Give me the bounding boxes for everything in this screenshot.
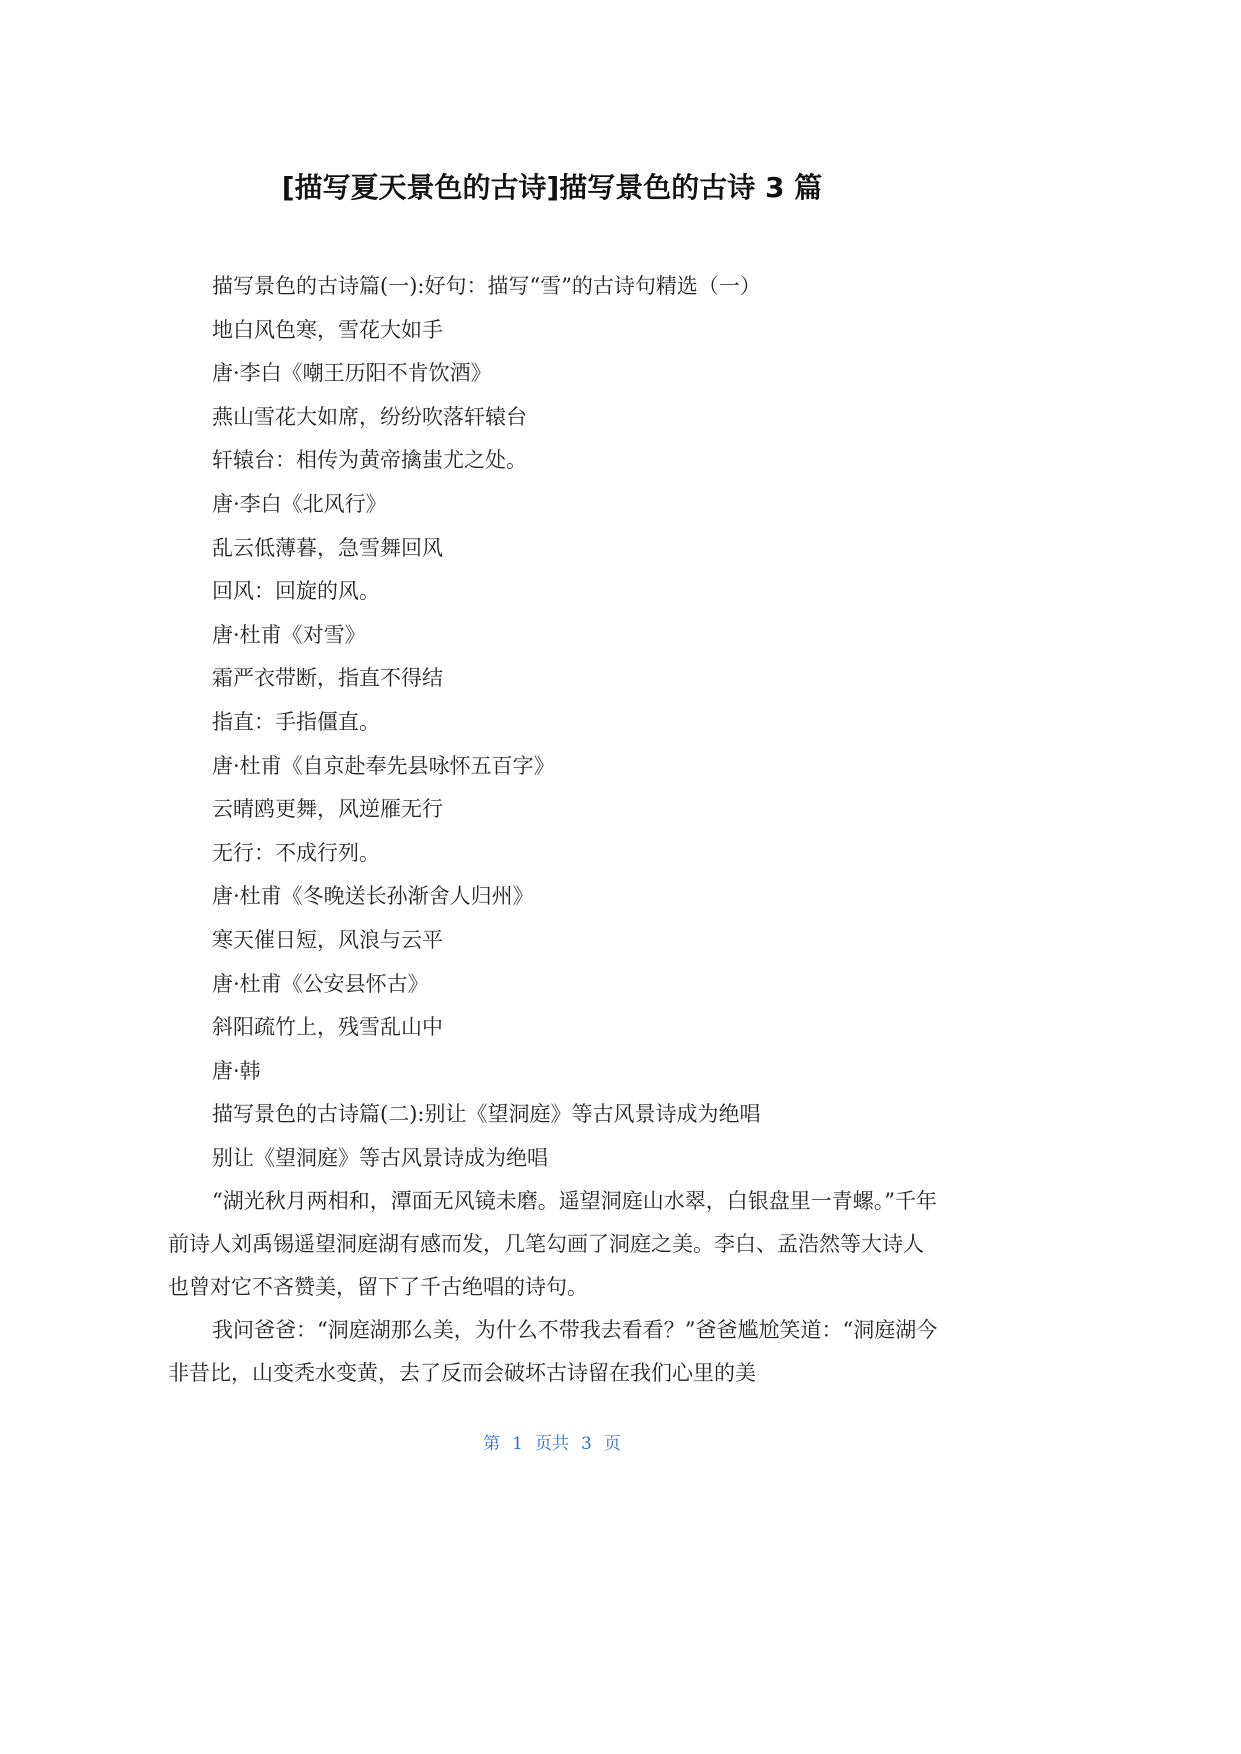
- text-line: 云晴鸥更舞，风逆雁无行: [212, 797, 443, 822]
- page-label-prefix: 第: [483, 1434, 501, 1454]
- section-heading: 描写景色的古诗篇(二):别让《望洞庭》等古风景诗成为绝唱: [212, 1102, 761, 1127]
- text-line: 霜严衣带断，指直不得结: [212, 666, 443, 691]
- body-paragraph: “湖光秋月两相和，潭面无风镜未磨。遥望洞庭山水翠，白银盘里一青螺。”千年前诗人刘禹锡遥望洞庭湖有感而发，几笔勾画了洞庭之美。李白、孟浩然等大诗人也曾对它不吝赞美，留下了千古绝唱的诗句。: [168, 1189, 937, 1300]
- text-line: 唐·杜甫《公安县怀古》: [212, 971, 429, 996]
- text-line: 寒天催日短，风浪与云平: [212, 927, 443, 952]
- page-footer: [0, 1432, 1104, 1456]
- text-line: 唐·李白《北风行》: [212, 491, 387, 516]
- text-line: 斜阳疏竹上，残雪乱山中: [212, 1015, 443, 1040]
- page-label-suffix: 页: [603, 1434, 621, 1454]
- total-pages-number: 3: [581, 1434, 592, 1454]
- document-title: [描写夏天景色的古诗]描写景色的古诗 3 篇: [281, 171, 823, 204]
- body-paragraph: 我问爸爸：“洞庭湖那么美，为什么不带我去看看？”爸爸尴尬笑道：“洞庭湖今非昔比，山变秃水变黄，去了反而会破坏古诗留在我们心里的美: [168, 1318, 938, 1386]
- document-body: [168, 265, 938, 1395]
- text-line: 唐·杜甫《自京赴奉先县咏怀五百字》: [212, 753, 555, 778]
- current-page-number: 1: [512, 1434, 523, 1454]
- text-line: 轩辕台：相传为黄帝擒蚩尤之处。: [212, 448, 527, 473]
- text-line: 唐·杜甫《对雪》: [212, 622, 366, 647]
- page-label-mid: 页共: [535, 1434, 569, 1454]
- text-line: 描写景色的古诗篇(一):好句：描写“雪”的古诗句精选（一）: [212, 274, 761, 298]
- article-title: 别让《望洞庭》等古风景诗成为绝唱: [212, 1145, 548, 1170]
- text-line: 唐·韩: [212, 1058, 261, 1083]
- text-line: 回风：回旋的风。: [212, 579, 380, 604]
- text-line: 乱云低薄暮，急雪舞回风: [212, 535, 443, 560]
- text-line: 地白风色寒，雪花大如手: [212, 317, 443, 342]
- text-line: 唐·李白《嘲王历阳不肯饮酒》: [212, 361, 492, 386]
- text-line: 唐·杜甫《冬晚送长孙渐舍人归州》: [212, 884, 534, 909]
- text-line: 指直：手指僵直。: [212, 709, 380, 734]
- text-line: 无行：不成行列。: [212, 840, 380, 865]
- text-line: 燕山雪花大如席，纷纷吹落轩辕台: [212, 404, 527, 429]
